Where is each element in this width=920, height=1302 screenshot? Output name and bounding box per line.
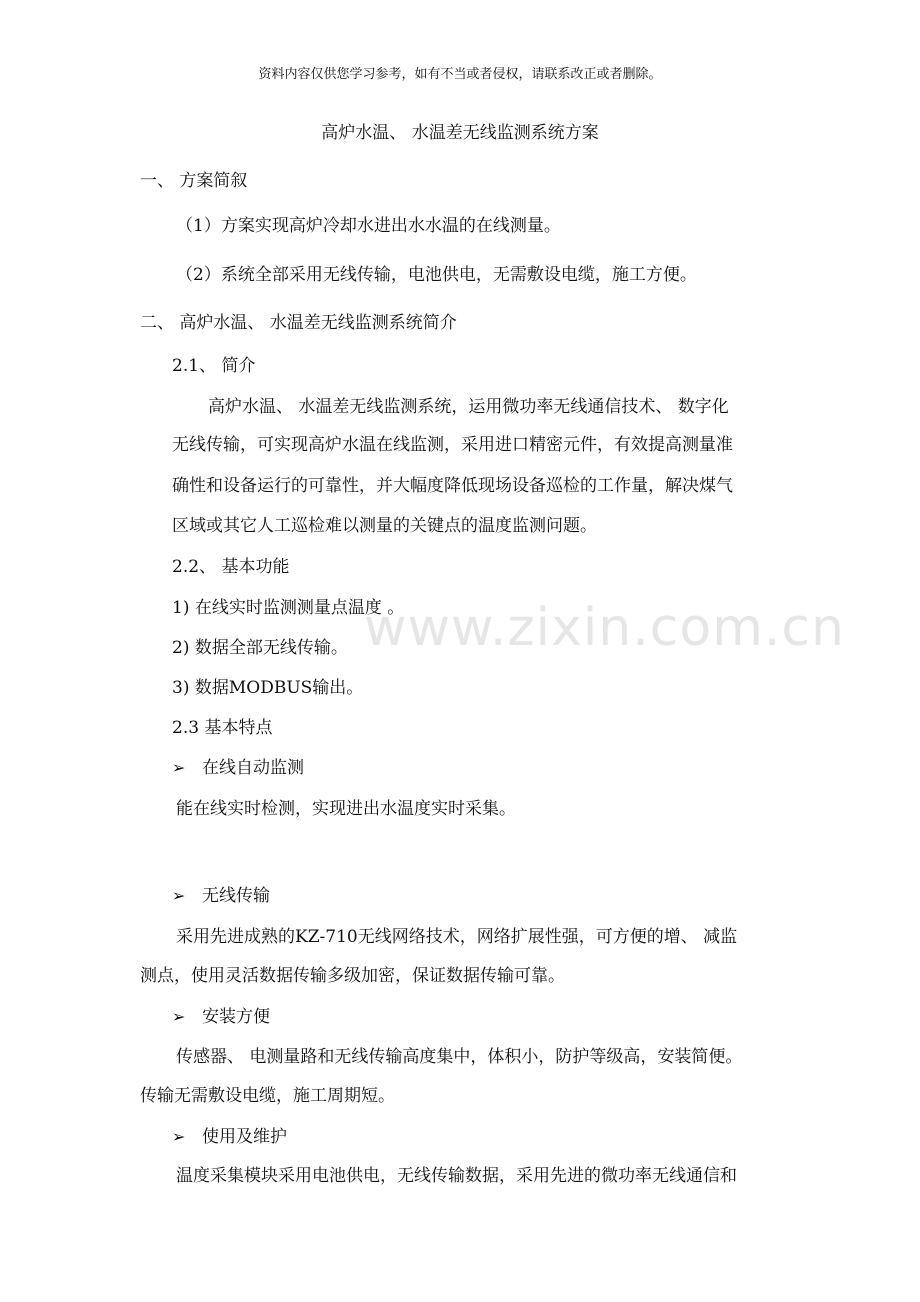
subsection-2-3-heading: 2.3 基本特点 bbox=[172, 718, 273, 738]
feature-text: 采用先进成熟的KZ-710无线网络技术，网络扩展性强，可方便的增、 减监 bbox=[176, 927, 738, 947]
intro-paragraph-line: 无线传输，可实现高炉水温在线监测，采用进口精密元件，有效提高测量准 bbox=[172, 435, 733, 455]
intro-paragraph-line: 高炉水温、 水温差无线监测系统，运用微功率无线通信技术、 数字化 bbox=[208, 397, 729, 417]
section-2-heading: 二、 高炉水温、 水温差无线监测系统简介 bbox=[140, 313, 457, 333]
feature-title: 使用及维护 bbox=[202, 1127, 287, 1147]
feature-text: 测点，使用灵活数据传输多级加密，保证数据传输可靠。 bbox=[140, 966, 565, 986]
section-1-item-2: （2）系统全部采用无线传输，电池供电，无需敷设电缆，施工方便。 bbox=[176, 265, 697, 285]
function-item: 3) 数据MODBUS输出。 bbox=[172, 678, 364, 698]
feature-text: 能在线实时检测，实现进出水温度实时采集。 bbox=[176, 799, 516, 819]
feature-text: 传感器、 电测量路和无线传输高度集中，体积小，防护等级高，安装简便。 bbox=[176, 1047, 743, 1067]
watermark: www.zixin.com.cn bbox=[364, 598, 845, 658]
arrow-bullet-icon: ➢ bbox=[172, 1007, 186, 1026]
feature-text: 温度采集模块采用电池供电，无线传输数据，采用先进的微功率无线通信和 bbox=[176, 1166, 737, 1186]
feature-text: 传输无需敷设电缆，施工周期短。 bbox=[140, 1086, 395, 1106]
arrow-bullet-icon: ➢ bbox=[172, 1127, 186, 1146]
feature-heading bbox=[172, 757, 304, 779]
function-item: 1) 在线实时监测测量点温度 。 bbox=[172, 598, 405, 618]
section-1-heading: 一、 方案简叙 bbox=[140, 171, 248, 191]
feature-heading bbox=[172, 1126, 287, 1148]
document-title: 高炉水温、 水温差无线监测系统方案 bbox=[321, 123, 599, 143]
arrow-bullet-icon: ➢ bbox=[172, 886, 186, 905]
intro-paragraph-line: 确性和设备运行的可靠性，并大幅度降低现场设备巡检的工作量，解决煤气 bbox=[172, 476, 733, 496]
function-item: 2) 数据全部无线传输。 bbox=[172, 638, 348, 658]
subsection-2-1-heading: 2.1、 简介 bbox=[172, 356, 256, 376]
copyright-notice: 资料内容仅供您学习参考，如有不当或者侵权，请联系改正或者删除。 bbox=[258, 67, 662, 82]
arrow-bullet-icon: ➢ bbox=[172, 758, 186, 777]
subsection-2-2-heading: 2.2、 基本功能 bbox=[172, 557, 290, 577]
feature-title: 无线传输 bbox=[202, 886, 270, 906]
intro-paragraph-line: 区域或其它人工巡检难以测量的关键点的温度监测问题。 bbox=[172, 516, 597, 536]
feature-heading bbox=[172, 1006, 270, 1028]
feature-heading bbox=[172, 885, 270, 907]
section-1-item-1: （1）方案实现高炉冷却水进出水水温的在线测量。 bbox=[176, 216, 561, 236]
feature-title: 安装方便 bbox=[202, 1007, 270, 1027]
feature-title: 在线自动监测 bbox=[202, 758, 304, 778]
